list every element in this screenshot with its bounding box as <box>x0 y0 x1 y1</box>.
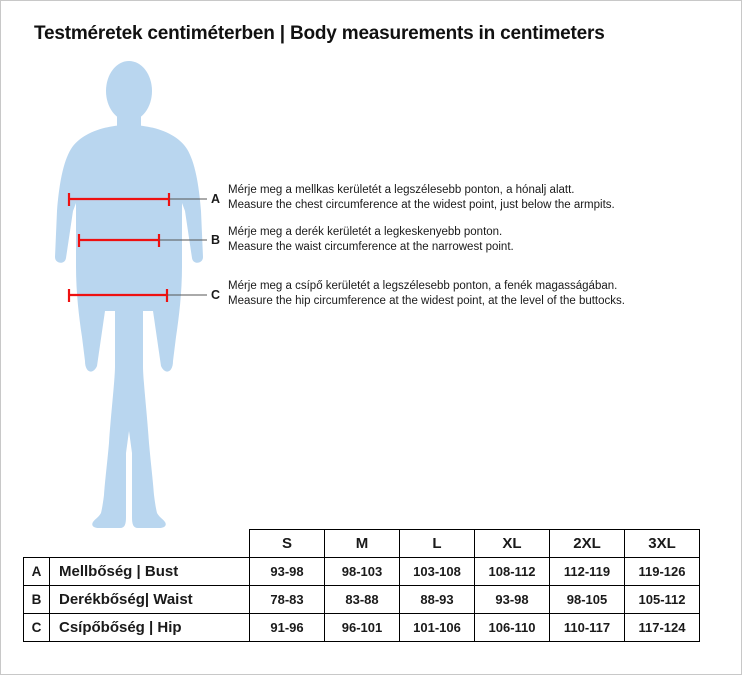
cell-waist-m: 83-88 <box>325 586 400 614</box>
table-header-row <box>24 530 700 558</box>
table-row <box>24 614 700 642</box>
size-header-s: S <box>250 530 325 558</box>
cell-hip-m: 96-101 <box>325 614 400 642</box>
callout-text-b <box>228 225 514 255</box>
size-table <box>23 529 700 642</box>
cell-hip-3xl: 117-124 <box>625 614 700 642</box>
cell-bust-xl: 108-112 <box>475 558 550 586</box>
cell-bust-l: 103-108 <box>400 558 475 586</box>
callout-text-b-en: Measure the waist circumference at the narrowest point. <box>228 241 514 253</box>
callout-text-c-hu: Mérje meg a csípő kerületét a legszélesebb ponton, a fenék magasságában. <box>228 280 618 292</box>
row-letter-c: C <box>24 614 50 642</box>
row-letter-a: A <box>24 558 50 586</box>
table-row <box>24 586 700 614</box>
callout-text-a <box>228 183 615 213</box>
size-header-3xl: 3XL <box>625 530 700 558</box>
cell-hip-s: 91-96 <box>250 614 325 642</box>
size-header-2xl: 2XL <box>550 530 625 558</box>
callout-text-a-hu: Mérje meg a mellkas kerületét a legszélesebb ponton, a hónalj alatt. <box>228 184 575 196</box>
cell-waist-s: 78-83 <box>250 586 325 614</box>
cell-bust-2xl: 112-119 <box>550 558 625 586</box>
page-title: Testméretek centiméterben | Body measurements in centimeters <box>34 23 605 44</box>
table-row <box>24 558 700 586</box>
size-header-m: M <box>325 530 400 558</box>
row-name-hip: Csípőbőség | Hip <box>50 614 250 642</box>
table-corner-letter <box>24 530 50 558</box>
callout-text-c-en: Measure the hip circumference at the widest point, at the level of the buttocks. <box>228 295 625 307</box>
table-corner-name <box>50 530 250 558</box>
callout-text-c <box>228 279 625 309</box>
cell-bust-m: 98-103 <box>325 558 400 586</box>
callout-text-b-hu: Mérje meg a derék kerületét a legkeskenyebb ponton. <box>228 226 503 238</box>
callout-letter-c: C <box>211 288 221 302</box>
cell-waist-3xl: 105-112 <box>625 586 700 614</box>
row-name-bust: Mellbőség | Bust <box>50 558 250 586</box>
male-body-silhouette <box>19 61 239 531</box>
size-header-xl: XL <box>475 530 550 558</box>
callout-text-a-en: Measure the chest circumference at the widest point, just below the armpits. <box>228 199 615 211</box>
callout-letter-b: B <box>211 233 221 247</box>
row-name-waist: Derékbőség| Waist <box>50 586 250 614</box>
cell-waist-l: 88-93 <box>400 586 475 614</box>
cell-bust-s: 93-98 <box>250 558 325 586</box>
cell-hip-2xl: 110-117 <box>550 614 625 642</box>
row-letter-b: B <box>24 586 50 614</box>
size-header-l: L <box>400 530 475 558</box>
cell-hip-xl: 106-110 <box>475 614 550 642</box>
cell-bust-3xl: 119-126 <box>625 558 700 586</box>
cell-hip-l: 101-106 <box>400 614 475 642</box>
cell-waist-2xl: 98-105 <box>550 586 625 614</box>
callout-letter-a: A <box>211 192 221 206</box>
cell-waist-xl: 93-98 <box>475 586 550 614</box>
